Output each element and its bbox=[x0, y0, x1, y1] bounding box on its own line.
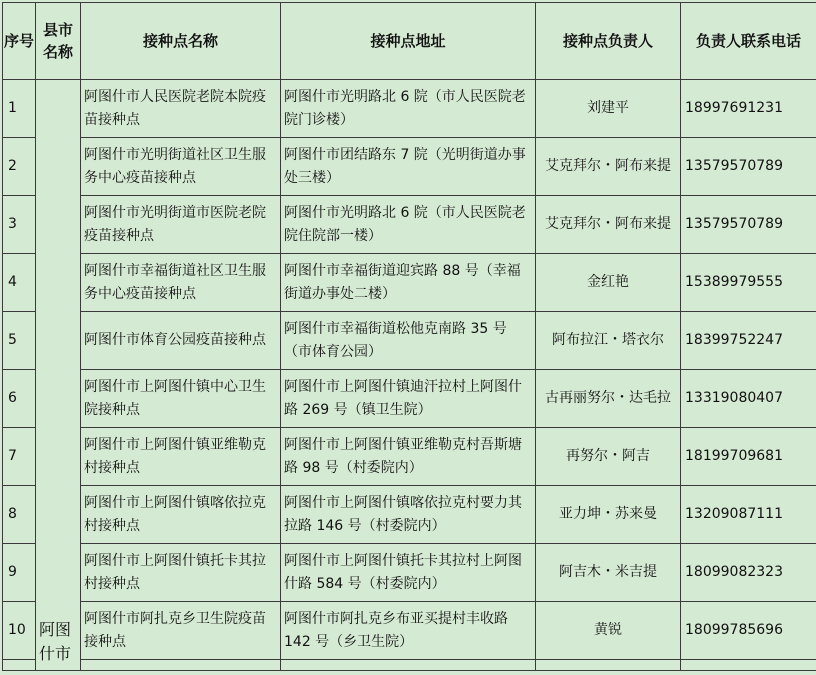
header-site-name: 接种点名称 bbox=[81, 3, 281, 80]
row-number: 6 bbox=[3, 370, 36, 428]
phone-cell: 18199709681 bbox=[681, 428, 816, 486]
header-address: 接种点地址 bbox=[281, 3, 536, 80]
table-row bbox=[3, 428, 816, 486]
site-name-cell: 阿图什市光明街道市医院老院疫苗接种点 bbox=[81, 196, 281, 254]
site-name-cell: 阿图什市阿扎克乡卫生院疫苗接种点 bbox=[81, 602, 281, 660]
table-row bbox=[3, 80, 816, 138]
table-row bbox=[3, 254, 816, 312]
site-address-cell: 阿图什市光明路北 6 院（市人民医院老院住院部一楼） bbox=[281, 196, 536, 254]
empty-cell bbox=[536, 660, 681, 671]
site-address-cell: 阿图什市幸福街道迎宾路 88 号（幸福街道办事处二楼） bbox=[281, 254, 536, 312]
phone-cell: 15389979555 bbox=[681, 254, 816, 312]
empty-cell bbox=[681, 660, 816, 671]
table-row bbox=[3, 486, 816, 544]
person-cell: 黄锐 bbox=[536, 602, 681, 660]
phone-cell: 13209087111 bbox=[681, 486, 816, 544]
row-number: 3 bbox=[3, 196, 36, 254]
site-name-cell: 阿图什市上阿图什镇喀依拉克村接种点 bbox=[81, 486, 281, 544]
table-row bbox=[3, 196, 816, 254]
site-address-cell: 阿图什市上阿图什镇迪汗拉村上阿图什路 269 号（镇卫生院） bbox=[281, 370, 536, 428]
person-cell: 再努尔・阿吉 bbox=[536, 428, 681, 486]
header-row bbox=[3, 3, 816, 80]
row-number: 2 bbox=[3, 138, 36, 196]
table-row bbox=[3, 312, 816, 370]
person-cell: 艾克拜尔・阿布来提 bbox=[536, 138, 681, 196]
county-cell: 阿图什市 bbox=[36, 80, 81, 671]
empty-cell bbox=[81, 660, 281, 671]
site-name-cell: 阿图什市上阿图什镇托卡其拉村接种点 bbox=[81, 544, 281, 602]
phone-cell: 13579570789 bbox=[681, 138, 816, 196]
row-number: 9 bbox=[3, 544, 36, 602]
empty-cell bbox=[281, 660, 536, 671]
phone-cell: 18099785696 bbox=[681, 602, 816, 660]
empty-cell bbox=[3, 660, 36, 671]
person-cell: 刘建平 bbox=[536, 80, 681, 138]
header-no: 序号 bbox=[3, 3, 36, 80]
site-address-cell: 阿图什市上阿图什镇亚维勒克村吾斯塘路 98 号（村委院内） bbox=[281, 428, 536, 486]
person-cell: 金红艳 bbox=[536, 254, 681, 312]
site-address-cell: 阿图什市团结路东 7 院（光明街道办事处三楼） bbox=[281, 138, 536, 196]
site-name-cell: 阿图什市体育公园疫苗接种点 bbox=[81, 312, 281, 370]
table-row bbox=[3, 602, 816, 660]
phone-cell: 13319080407 bbox=[681, 370, 816, 428]
table-row bbox=[3, 138, 816, 196]
site-address-cell: 阿图什市阿扎克乡布亚买提村丰收路 142 号（乡卫生院） bbox=[281, 602, 536, 660]
person-cell: 阿布拉江・塔衣尔 bbox=[536, 312, 681, 370]
person-cell: 亚力坤・苏来曼 bbox=[536, 486, 681, 544]
row-number: 5 bbox=[3, 312, 36, 370]
person-cell: 阿吉木・米吉提 bbox=[536, 544, 681, 602]
vaccination-sites-table bbox=[2, 2, 816, 671]
site-address-cell: 阿图什市光明路北 6 院（市人民医院老院门诊楼） bbox=[281, 80, 536, 138]
row-number: 1 bbox=[3, 80, 36, 138]
header-person: 接种点负责人 bbox=[536, 3, 681, 80]
phone-cell: 13579570789 bbox=[681, 196, 816, 254]
table-row bbox=[3, 370, 816, 428]
site-name-cell: 阿图什市光明街道社区卫生服务中心疫苗接种点 bbox=[81, 138, 281, 196]
header-phone: 负责人联系电话 bbox=[681, 3, 816, 80]
site-address-cell: 阿图什市幸福街道松他克南路 35 号（市体育公园） bbox=[281, 312, 536, 370]
row-number: 8 bbox=[3, 486, 36, 544]
person-cell: 古再丽努尔・达毛拉 bbox=[536, 370, 681, 428]
header-county: 县市名称 bbox=[36, 3, 81, 80]
phone-cell: 18997691231 bbox=[681, 80, 816, 138]
site-name-cell: 阿图什市幸福街道社区卫生服务中心疫苗接种点 bbox=[81, 254, 281, 312]
row-number: 10 bbox=[3, 602, 36, 660]
site-address-cell: 阿图什市上阿图什镇托卡其拉村上阿图什路 584 号（村委院内） bbox=[281, 544, 536, 602]
site-name-cell: 阿图什市人民医院老院本院疫苗接种点 bbox=[81, 80, 281, 138]
site-name-cell: 阿图什市上阿图什镇中心卫生院接种点 bbox=[81, 370, 281, 428]
phone-cell: 18399752247 bbox=[681, 312, 816, 370]
person-cell: 艾克拜尔・阿布来提 bbox=[536, 196, 681, 254]
site-address-cell: 阿图什市上阿图什镇喀依拉克村要力其拉路 146 号（村委院内） bbox=[281, 486, 536, 544]
site-name-cell: 阿图什市上阿图什镇亚维勒克村接种点 bbox=[81, 428, 281, 486]
phone-cell: 18099082323 bbox=[681, 544, 816, 602]
row-number: 7 bbox=[3, 428, 36, 486]
table-row-partial bbox=[3, 660, 816, 671]
table-body bbox=[3, 80, 816, 671]
row-number: 4 bbox=[3, 254, 36, 312]
table-row bbox=[3, 544, 816, 602]
